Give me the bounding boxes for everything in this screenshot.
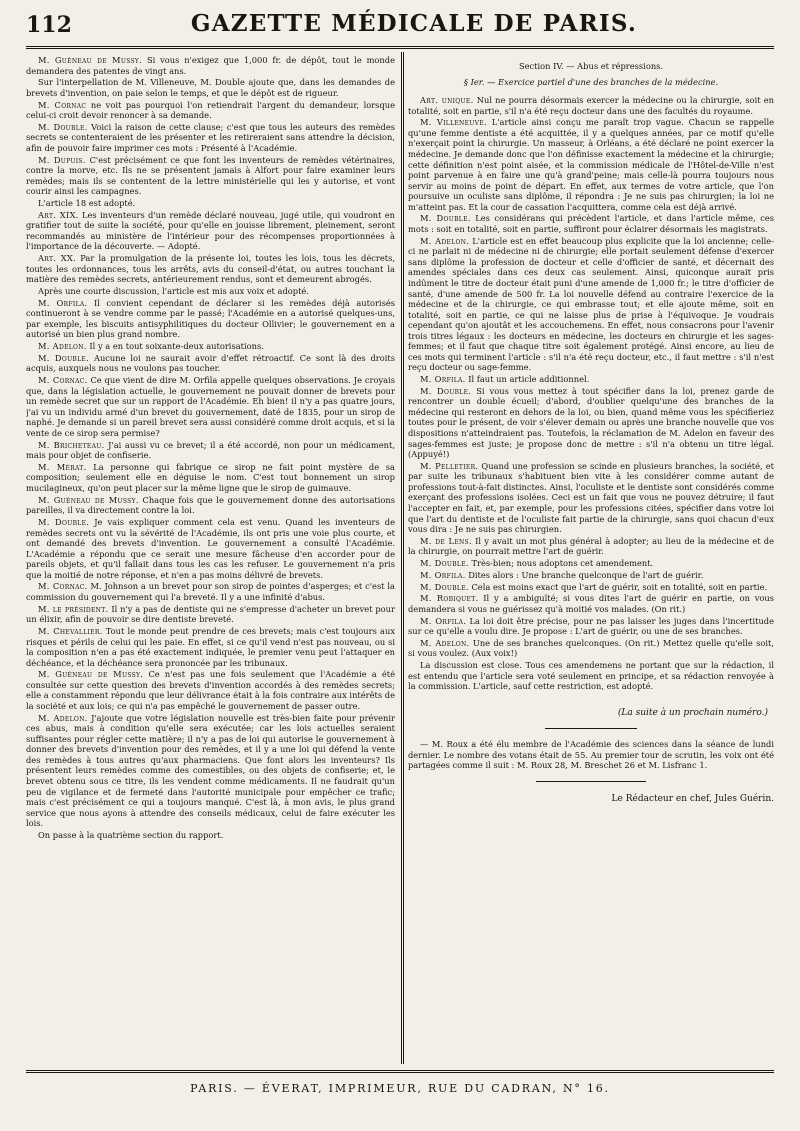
paragraph-text: Tout le monde peut prendre de ces brevets; mais c'est toujours aux risques et périls de celui qui les paie. En effet, si ce qu'il vend n'est pas nouveau, ou si la composition n'en a pas été exactement indiquée, le premier venu peut l'attaquer en déchéance, et la déchéance sera prononcée par les tribunaux. [26,626,395,668]
speaker-name: Art. XX. [38,253,77,264]
paragraph-text: Les inventeurs d'un remède déclaré nouveau, jugé utile, qui voudront en gratifier tout de suite la société, pour qu'elle en jouisse librement, pleinement, seront recommandés au ministère de l'intérieur pour des récompenses proportionnées à l'importance de la découverte. — Adopté. [26,209,395,252]
paragraph-text: Ce que vient de dire M. Orfila appelle quelques observations. Je croyais que, dans la législation actuelle, le gouvernement ne pouvait donner de brevets pour un remède secret que sur un rapport de l'Académie. Eh bien! il n'y a pas quatre jours, j'ai vu un individu armé d'un brevet du gouvernement, daté de 1835, pour un sirop de naphé. Je demande si un pareil brevet sera aussi considéré comme droit acquis, et si la vente de ce sirop sera permise? [26,375,395,438]
paragraph-text: Il y a ambiguïté; si vous dites l'art de guérir en partie, on vous demandera si vous ne guérissez qu'à moitié vos malades. (On rit.) [408,593,774,614]
paragraph [26,669,395,711]
paragraph [26,100,395,121]
paragraph [408,236,774,373]
speaker-name: M. Cornac. [38,581,88,592]
paragraph [26,495,395,516]
editor-signature: Le Rédacteur en chef, Jules Guérin. [611,793,774,804]
paragraph-text: Chaque fois que le gouvernement donne des autorisations pareilles, il va directement contre la loi. [26,494,395,516]
column-divider [401,52,404,1064]
paragraph [26,155,395,197]
paragraph-text: Ce n'est pas une fois seulement que l'Académie a été consultée sur cette question des brevets d'invention accordés à des remèdes secrets; elle a constamment répondu que leur délivrance était à la fois contraire aux intérêts de la société et aux lois; ce qui n'a pas empêché le gouvernement de passer outre. [26,669,395,712]
academy-notice: — M. Roux a été élu membre de l'Académie des sciences dans la séance de lundi dernier. Le nombre des votans était de 55. Au premier tour de scrutin, les voix ont été partagées comme il suit : M. Roux 28, M. Breschet 26 et M. Lisfranc 1. [408,739,774,771]
paragraph-text: Il n'y a pas de dentiste qui ne s'empresse d'acheter un brevet pour un élixir, afin de pouvoir se dire dentiste breveté. [26,603,395,625]
speaker-name: M. Villeneuve. [420,117,487,128]
paragraph-text: M. Johnson a un brevet pour son sirop de pointes d'asperges; et c'est la commission du gouvernement qui l'a breveté. Il y a une infinité d'abus. [26,581,395,602]
paragraph-text: Il y avait un mot plus général à adopter; au lieu de la médecine et de la chirurgie, on pourrait mettre l'art de guérir. [408,535,774,557]
paragraph [26,298,395,340]
subsection-title: § Ier. — Exercice partiel d'une des branches de la médecine. [463,76,719,87]
paragraph [26,286,395,297]
paragraph-text: Sur l'interpellation de M. Villeneuve, M. Double ajoute que, dans les demandes de brevets d'invention, on paie selon le temps, et que le dépôt est de rigueur. [26,77,395,98]
page-number: 112 [26,12,72,38]
paragraph-text: Après une courte discussion, l'article est mis aux voix et adopté. [38,285,309,296]
speaker-name: M. Cornac [38,99,87,110]
paragraph-text: Les considérans qui précèdent l'article, et dans l'article même, ces mots : soit en totalité, soit en partie, suffiront pour éclairer désormais les magistrats. [408,213,774,235]
paragraph [26,122,395,154]
speaker-name: M. Double. [420,385,472,396]
paragraph [26,462,395,494]
speaker-name: M. Adelon. [38,712,88,723]
paragraph [26,581,395,602]
speaker-name: M. Guéneau de Mussy. [38,55,143,65]
paragraph [26,55,395,76]
speaker-name: M. Double. [38,516,90,527]
paragraph-text: C'est précisément ce que font les inventeurs de remèdes vétérinaires, contre la morve, etc. Ils ne se présentent jamais à Alfort pour faire examiner leurs remèdes; mais ils se contentent de la lettre ministérielle qui les y autorise, et vont courir ainsi les campagnes. [26,154,395,197]
paragraph-text: La personne qui fabrique ce sirop ne fait point mystère de sa composition; seulement elle en déguise le nom. C'est tout bonnement un sirop mucilagineux, qu'on peut placer sur la même ligne que le sirop de guimauve. [26,461,395,493]
printer-footer: PARIS. — ÉVERAT, IMPRIMEUR, RUE DU CADRAN, N° 16. [190,1082,610,1095]
paragraph-text: J'ai aussi vu ce brevet; il a été accordé, non pour un médicament, mais pour objet de confiserie. [26,439,395,461]
speaker-name: M. de Lens. [420,535,472,546]
speaker-name: M. Bricheteau. [38,439,105,450]
separator-rule [545,728,637,729]
page-header [26,10,774,46]
paragraph [26,830,395,841]
masthead-title: GAZETTE MÉDICALE DE PARIS. [190,10,638,37]
footer-rule [26,1070,774,1073]
speaker-name: M. Guéneau de Mussy. [38,669,144,680]
paragraph-text: Quand une profession se scinde en plusieurs branches, la société, et par suite les tribunaux s'habituent bien vite à les considérer comme autant de professions tout-à-fait distinctes. Ainsi, l'oculiste et le dentiste sont considérés comme exerçant des professions isolées. Ceci est un fait que vous ne pouvez détruire; il faut l'accepter en fait, et, par exemple, pour les professions citées, spécifier dans votre loi que l'art du dentiste et de l'oculiste fait partie de la chirurgie, sans quoi chacun d'eux vous dira : Je ne suis pas chirurgien. [408,460,774,535]
paragraph-text: Il faut un article additionnel. [468,374,590,385]
paragraph [408,386,774,460]
paragraph-text: Une de ses branches quelconques. (On rit.) Mettez quelle qu'elle soit, si vous voulez. (Aux voix!) [408,637,774,659]
speaker-name: M. Double. [420,213,471,224]
speaker-name: M. Adelon. [420,637,470,648]
speaker-name: M. Dupuis. [38,154,86,165]
paragraph-text: Nul ne pourra désormais exercer la médecine ou la chirurgie, soit en totalité, soit en partie, s'il n'a été reçu docteur dans une des facultés du royaume. [408,95,774,116]
paragraph [26,375,395,438]
speaker-name: M. Adelon. [420,235,470,246]
speaker-name: Art. XIX. [38,209,79,220]
paragraph-text: Il convient cependant de déclarer si les remèdes déjà autorisés continueront à se vendre comme par le passé; l'Académie en a autorisé quelques-uns, par exemple, les biscuits antisyphilitiques du docteur Ollivier; le gouvernement en a autorisé un bien plus grand nombre. [26,297,395,340]
right-column [408,55,774,1065]
speaker-name: M. Robiquet. [420,593,479,604]
paragraph-text: On passe à la quatrième section du rapport. [38,829,224,840]
paragraph-text: Voici la raison de cette clause; c'est que tous les auteurs des remèdes secrets se contenteraient de les présenter et les retireraient sans attendre la décision, afin de pouvoir faire imprimer ces mots : Présenté à l'Académie. [26,121,395,153]
paragraph [408,638,774,659]
paragraph-text: Très-bien; nous adoptons cet amendement. [471,558,654,569]
paragraph-text: Si vous vous mettez à tout spécifier dans la loi, prenez garde de rencontrer un double écueil; d'abord, d'oublier quelqu'une des branches de la médecine qui resteront en dehors de la loi, ou bien, quand même vous les spécifieriez toutes pour le présent, de voir s'élever demain ou après une branche nouvelle que vos dispositions n'atteindraient pas. Toutefois, la réclamation de M. Adelon en faveur des sages-femmes est juste; je propose donc de mettre : s'il n'a obtenu un titre légal. (Appuyé!) [408,385,774,460]
speaker-name: M. Chevallier. [38,626,103,636]
paragraph [26,604,395,625]
paragraph [408,536,774,557]
paragraph [26,253,395,285]
speaker-name: M. Guéneau de Mussy. [38,494,139,505]
paragraph-text: Si vous n'exigez que 1,000 fr. de dépôt, tout le monde demandera des patentes de vingt ans. [26,55,395,76]
paragraph [408,660,774,692]
speaker-name: M. Orfila. [38,297,88,308]
paragraph [26,713,395,829]
speaker-name: M. Orfila. [420,615,467,626]
paragraph-text: Dites alors : Une branche quelconque de l'art de guérir. [468,569,704,580]
paragraph [26,341,395,352]
paragraph [408,117,774,212]
left-column [26,55,395,1065]
paragraph [26,198,395,209]
header-rule [26,46,774,49]
paragraph-text: La loi doit être précise, pour ne pas laisser les juges dans l'incertitude sur ce qu'elle a voulu dire. Je propose : L'art de guérir, ou une de ses branches. [408,615,774,637]
paragraph-text: Par la promulgation de la présente loi, toutes les lois, tous les décrets, toutes les ordonnances, tous les arrêts, avis du conseil-d'état, ou autres touchant la matière des remèdes secrets, antérieurement rendus, sont et demeurent abrogés. [26,253,395,285]
paragraph-text: Il y a en tout soixante-deux autorisations. [89,341,264,352]
paragraph [408,582,774,593]
paragraph-text: J'ajoute que votre législation nouvelle est très-bien faite pour prévenir ces abus, mais à condition qu'elle sera exécutée; car les lois actuelles seraient suffisantes pour régler cette matière; il n'y a pas de loi qui autorise le gouvernement à donner des brevets d'invention pour des remèdes, et il y a une loi qui défend la vente des remèdes à tous autres qu'aux pharmaciens. Que font alors les inventeurs? Ils présentent leurs remèdes comme des comestibles, ou des objets de confiserie; et, le brevet obtenu sous ce titre, ils les vendent comme médicaments. Il ne faudrait qu'un peu de vigilance et de fermeté dans l'autorité municipale pour empêcher ce trafic; mais c'est précisément ce qui a toujours manqué. C'est là, à mon avis, le plus grand service que nous ayons à attendre des conseils médicaux, celui de faire exécuter les lois. [26,712,395,829]
speaker-name: M. le président. [38,603,109,614]
speaker-name: Art. unique. [420,95,474,106]
paragraph [26,440,395,461]
speaker-name: M. Pelletier. [420,460,479,471]
paragraph-text: ne voit pas pourquoi l'on retiendrait l'argent du demandeur, lorsque celui-ci croit devoir renoncer à sa demande. [26,99,395,121]
paragraph [408,593,774,614]
speaker-name: M. Cornac. [38,375,88,386]
speaker-name: M. Double. [420,558,469,569]
paragraph [408,558,774,569]
paragraph-text: Aucune loi ne saurait avoir d'effet rétroactif. Ce sont là des droits acquis, auxquels nous ne voulons pas toucher. [26,352,395,374]
right-column-paragraphs [408,95,774,692]
paragraph [408,95,774,116]
paragraph-text: L'article est en effet beaucoup plus explicite que la loi ancienne; celle-ci ne parlait ni de médecine ni de chirurgie; elle portait seulement défense d'exercer sans diplôme la profession de docteur et celle d'officier de santé, et décernait des amendes spéciales dans ces deux cas seulement. Ainsi, quiconque aurait pris indûment le titre de docteur était puni d'une amende de 1,000 fr.; le titre d'officier de santé, d'une amende de 500 fr. La loi nouvelle défend au contraire l'exercice de la médecine et de la chirurgie, ce qui embrasse tout; et elle ajoute même, soit en totalité, soit en partie, ce qui ne laisse plus de prise à l'équivoque. Je voudrais cependant qu'on ajoutât et les accouchemens. En effet, nous consacrons pour l'avenir trois titres légaux : les docteurs en médecine, les docteurs en chirurgie et les sages-femmes; et il faut que chaque titre soit également protégé. Ainsi encore, au lieu de ces mots qui terminent l'article : s'il n'a été reçu docteur, etc., il faut mettre : s'il n'est reçu docteur ou sage-femme. [408,235,774,373]
speaker-name: M. Double. [38,352,90,363]
speaker-name: M. Double. [38,121,88,132]
separator-rule-2 [536,781,646,782]
paragraph [408,374,774,385]
paragraph [408,213,774,234]
paragraph-text: Cela est moins exact que l'art de guérir, soit en totalité, soit en partie. [471,581,768,592]
paragraph [26,626,395,668]
paragraph [26,517,395,580]
continuation-note: (La suite à un prochain numéro.) [617,707,768,718]
speaker-name: M. Orfila. [420,374,466,385]
section-title: Section IV. — Abus et répressions. [518,61,664,71]
paragraph [408,461,774,535]
speaker-name: M. Mérat. [38,461,87,472]
paragraph [26,210,395,252]
paragraph-text: Je vais expliquer comment cela est venu. Quand les inventeurs de remèdes secrets ont vu la sévérité de l'Académie, ils ont pris une voie plus courte, et ont demandé des brevets d'invention. Le gouvernement a consulté l'Académie. L'Académie a répondu que ce serait une mesure fâcheuse d'en accorder pour de pareils objets, et qu'il fallait dans tous les cas les refuser. Le gouvernement n'a pris que la moitié de notre réponse, et n'en a pas moins délivré de brevets. [26,516,395,580]
paragraph-text: L'article 18 est adopté. [38,198,136,209]
paragraph [408,616,774,637]
paragraph-text: La discussion est close. Tous ces amendemens ne portant que sur la rédaction, il est entendu que l'article sera voté seulement en principe, et sa rédaction renvoyée à la commission. L'article, sauf cette restriction, est adopté. [408,660,774,692]
paragraph [26,77,395,98]
speaker-name: M. Orfila. [420,569,466,580]
speaker-name: M. Adelon. [38,341,87,352]
paragraph [408,570,774,581]
paragraph-text: L'article ainsi conçu me paraît trop vague. Chacun se rappelle qu'une femme dentiste a été acquittée, il y a quelques années, par ce motif qu'elle n'exerçait point la chirurgie. Un masseur, à Orléans, a été déclaré ne point exercer la médecine. Je demande donc que l'on définisse exactement la médecine et la chirurgie; cette définition n'est point aisée, et la commission médicale de l'Hôtel-de-Ville n'est point parvenue à en faire une qu'à grand'peine; mais celle-là pourra toujours nous servir au moins de point de départ. En effet, aux termes de votre article, que l'on poursuive un oculiste sans diplôme, il répondra : Je ne suis pas chirurgien; la loi ne m'atteint pas. Et la cour de cassation l'acquittera, comme cela est déjà arrivé. [408,117,774,212]
speaker-name: M. Double. [420,581,469,592]
paragraph [26,353,395,374]
